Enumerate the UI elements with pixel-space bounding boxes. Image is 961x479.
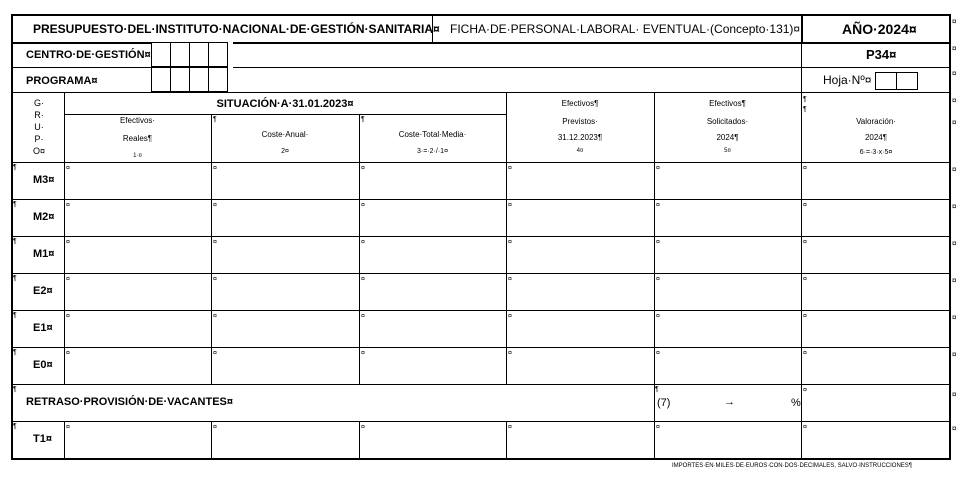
- col-header-valoracion: Valoración· 2024¶ 6·=·3·x·5¤: [856, 117, 896, 156]
- cell-mark: ¤: [803, 239, 807, 246]
- data-cell[interactable]: [655, 422, 800, 457]
- data-cell[interactable]: [65, 311, 210, 346]
- programa-code-box[interactable]: [170, 67, 190, 92]
- row-end-mark: ¤: [952, 44, 957, 53]
- ficha-title: FICHA·DE·PERSONAL·LABORAL· EVENTUAL·(Concepto·131)¤: [450, 22, 801, 36]
- row-end-mark: ¤: [952, 424, 957, 433]
- data-cell[interactable]: [212, 422, 358, 457]
- cell-mark: ¤: [508, 350, 512, 357]
- data-cell[interactable]: [65, 200, 210, 235]
- cell-mark: ¤: [66, 165, 70, 172]
- col-header-coste-total: Coste·Total·Media· 3·=·2·/·1¤: [398, 130, 467, 155]
- col-header-coste-anual: Coste·Anual· 2¤: [261, 130, 309, 155]
- programa-label: PROGRAMA¤: [26, 75, 98, 87]
- hoja-box[interactable]: [896, 72, 918, 90]
- cell-mark: ¤: [508, 239, 512, 246]
- row-end-mark: ¤: [952, 69, 957, 78]
- data-cell[interactable]: [655, 274, 800, 309]
- cell-mark: ¤: [803, 350, 807, 357]
- data-cell[interactable]: [655, 163, 800, 198]
- header-sep: [801, 14, 803, 42]
- cell-mark: ¤: [66, 424, 70, 431]
- data-cell[interactable]: [507, 237, 653, 272]
- year-label: AÑO·2024¤: [842, 21, 917, 37]
- para-mark: ¶: [13, 312, 17, 319]
- data-cell[interactable]: [360, 200, 505, 235]
- data-cell[interactable]: [507, 274, 653, 309]
- cell-mark: ¤: [361, 202, 365, 209]
- row-label-t1: T1¤: [33, 433, 52, 445]
- section-sep: [801, 42, 802, 92]
- row-label-e1: E1¤: [33, 322, 53, 334]
- cell-mark: ¤: [508, 313, 512, 320]
- cell-mark: ¤: [361, 276, 365, 283]
- programa-code-box[interactable]: [227, 67, 233, 92]
- para-mark: ¶: [803, 96, 807, 103]
- row-label-m1: M1¤: [33, 248, 55, 260]
- data-cell[interactable]: [655, 311, 800, 346]
- cell-mark: ¤: [803, 165, 807, 172]
- para-mark: ¶: [13, 423, 17, 430]
- cell-mark: ¤: [508, 202, 512, 209]
- para-mark: ¶: [655, 386, 659, 393]
- cell-mark: ¤: [213, 424, 217, 431]
- footer-note: IMPORTES·EN·MILES·DE·EUROS·CON·DOS·DECIMALES, SALVO·INSTRUCCIONES¶: [672, 463, 913, 469]
- centro-code-box[interactable]: [170, 42, 190, 67]
- data-cell[interactable]: [65, 163, 210, 198]
- data-cell[interactable]: [360, 311, 505, 346]
- data-cell[interactable]: [65, 274, 210, 309]
- cell-mark: ¤: [213, 313, 217, 320]
- cell-mark: ¤: [656, 202, 660, 209]
- data-cell[interactable]: [802, 422, 950, 457]
- cell-mark: ¤: [213, 276, 217, 283]
- para-mark: ¶: [213, 116, 217, 123]
- row-end-mark: ¤: [952, 313, 957, 322]
- data-cell[interactable]: [212, 200, 358, 235]
- para-mark: ¶: [13, 164, 17, 171]
- cell-mark: ¤: [656, 276, 660, 283]
- hoja-box[interactable]: [875, 72, 897, 90]
- row-end-mark: ¤: [952, 165, 957, 174]
- cell-mark: ¤: [66, 350, 70, 357]
- data-cell[interactable]: [212, 348, 358, 383]
- data-cell[interactable]: [655, 237, 800, 272]
- data-cell[interactable]: [212, 274, 358, 309]
- situacion-header: SITUACIÓN·A·31.01.2023¤: [216, 98, 354, 110]
- programa-code-box[interactable]: [189, 67, 209, 92]
- data-cell[interactable]: [802, 311, 950, 346]
- data-cell[interactable]: [65, 422, 210, 457]
- cell-mark: ¤: [213, 350, 217, 357]
- row-end-mark: ¤: [952, 96, 957, 105]
- para-mark: ¶: [13, 386, 17, 393]
- centro-code-box[interactable]: [151, 42, 171, 67]
- row-end-mark: ¤: [952, 390, 957, 399]
- para-mark: ¶: [361, 116, 365, 123]
- data-cell[interactable]: [360, 163, 505, 198]
- form-title: PRESUPUESTO·DEL·INSTITUTO·NACIONAL·DE·GESTIÓN·SANITARIA¤: [33, 22, 440, 36]
- cell-mark: ¤: [213, 239, 217, 246]
- para-mark: ¶: [13, 201, 17, 208]
- cell-mark: ¤: [508, 276, 512, 283]
- row-label-e0: E0¤: [33, 359, 53, 371]
- data-cell[interactable]: [507, 200, 653, 235]
- cell-mark: ¤: [66, 239, 70, 246]
- row-end-mark: ¤: [952, 276, 957, 285]
- retraso-num: (7): [657, 397, 671, 409]
- programa-divider: [11, 92, 951, 93]
- para-mark: ¶: [13, 349, 17, 356]
- hoja-label: Hoja·Nº¤: [823, 73, 872, 87]
- para-mark: ¶: [13, 275, 17, 282]
- cell-mark: ¤: [66, 276, 70, 283]
- data-cell[interactable]: [360, 237, 505, 272]
- row-end-mark: ¤: [952, 17, 957, 26]
- row-label-m3: M3¤: [33, 174, 55, 186]
- centro-label: CENTRO·DE·GESTIÓN¤: [26, 49, 151, 61]
- cell-mark: ¤: [803, 202, 807, 209]
- col-header-efectivos-reales: Efectivos· Reales¶ 1·¤: [119, 116, 156, 159]
- cell-mark: ¤: [361, 165, 365, 172]
- centro-code-box[interactable]: [208, 42, 228, 67]
- data-cell[interactable]: [802, 274, 950, 309]
- row-label-m2: M2¤: [33, 211, 55, 223]
- retraso-arrow: →: [724, 396, 735, 408]
- data-cell[interactable]: [507, 348, 653, 383]
- data-cell[interactable]: [802, 200, 950, 235]
- centro-code-box[interactable]: [227, 42, 233, 67]
- cell-mark: ¤: [66, 202, 70, 209]
- cell-mark: ¤: [508, 165, 512, 172]
- row-label-e2: E2¤: [33, 285, 53, 297]
- cell-mark: ¤: [361, 350, 365, 357]
- para-mark: ¶: [13, 238, 17, 245]
- data-cell[interactable]: [360, 348, 505, 383]
- programa-code-box[interactable]: [151, 67, 171, 92]
- row-end-mark: ¤: [952, 202, 957, 211]
- data-cell[interactable]: [507, 311, 653, 346]
- data-cell[interactable]: [507, 163, 653, 198]
- centro-code-box[interactable]: [189, 42, 209, 67]
- cell-mark: ¤: [361, 313, 365, 320]
- grupo-label: G· R· U· P· O¤: [32, 98, 45, 156]
- data-cell[interactable]: [212, 163, 358, 198]
- cell-mark: ¤: [656, 165, 660, 172]
- data-cell[interactable]: [65, 237, 210, 272]
- cell-mark: ¤: [803, 387, 807, 394]
- cell-mark: ¤: [656, 239, 660, 246]
- cell-mark: ¤: [66, 313, 70, 320]
- retraso-value-cell[interactable]: [802, 385, 950, 420]
- cell-mark: ¤: [361, 239, 365, 246]
- retraso-percent: %: [791, 397, 801, 409]
- cell-mark: ¤: [656, 424, 660, 431]
- data-cell[interactable]: [65, 348, 210, 383]
- cell-mark: ¤: [213, 202, 217, 209]
- programa-code-box[interactable]: [208, 67, 228, 92]
- data-cell[interactable]: [655, 200, 800, 235]
- data-cell[interactable]: [360, 422, 505, 457]
- data-cell[interactable]: [802, 348, 950, 383]
- data-cell[interactable]: [360, 274, 505, 309]
- data-cell[interactable]: [507, 422, 653, 457]
- col-header-efectivos-solicitados: Efectivos¶ Solicitados· 2024¶ 5¤: [706, 99, 749, 154]
- retraso-label: RETRASO·PROVISIÓN·DE·VACANTES¤: [26, 396, 233, 408]
- data-cell[interactable]: [212, 237, 358, 272]
- col-header-efectivos-previstos: Efectivos¶ Previstos· 31.12.2023¶ 4¤: [557, 99, 603, 154]
- data-cell[interactable]: [655, 348, 800, 383]
- row-end-mark: ¤: [952, 350, 957, 359]
- cell-mark: ¤: [508, 424, 512, 431]
- data-cell[interactable]: [802, 237, 950, 272]
- cell-mark: ¤: [803, 313, 807, 320]
- cell-mark: ¤: [213, 165, 217, 172]
- row-end-mark: ¤: [952, 118, 957, 127]
- situacion-divider: [64, 114, 506, 115]
- cell-mark: ¤: [656, 313, 660, 320]
- cell-mark: ¤: [803, 424, 807, 431]
- cell-mark: ¤: [361, 424, 365, 431]
- centro-code: P34¤: [866, 47, 897, 62]
- row-end-mark: ¤: [952, 239, 957, 248]
- data-cell[interactable]: [802, 163, 950, 198]
- para-mark: ¶: [803, 106, 807, 113]
- cell-mark: ¤: [803, 276, 807, 283]
- cell-mark: ¤: [656, 350, 660, 357]
- data-cell[interactable]: [212, 311, 358, 346]
